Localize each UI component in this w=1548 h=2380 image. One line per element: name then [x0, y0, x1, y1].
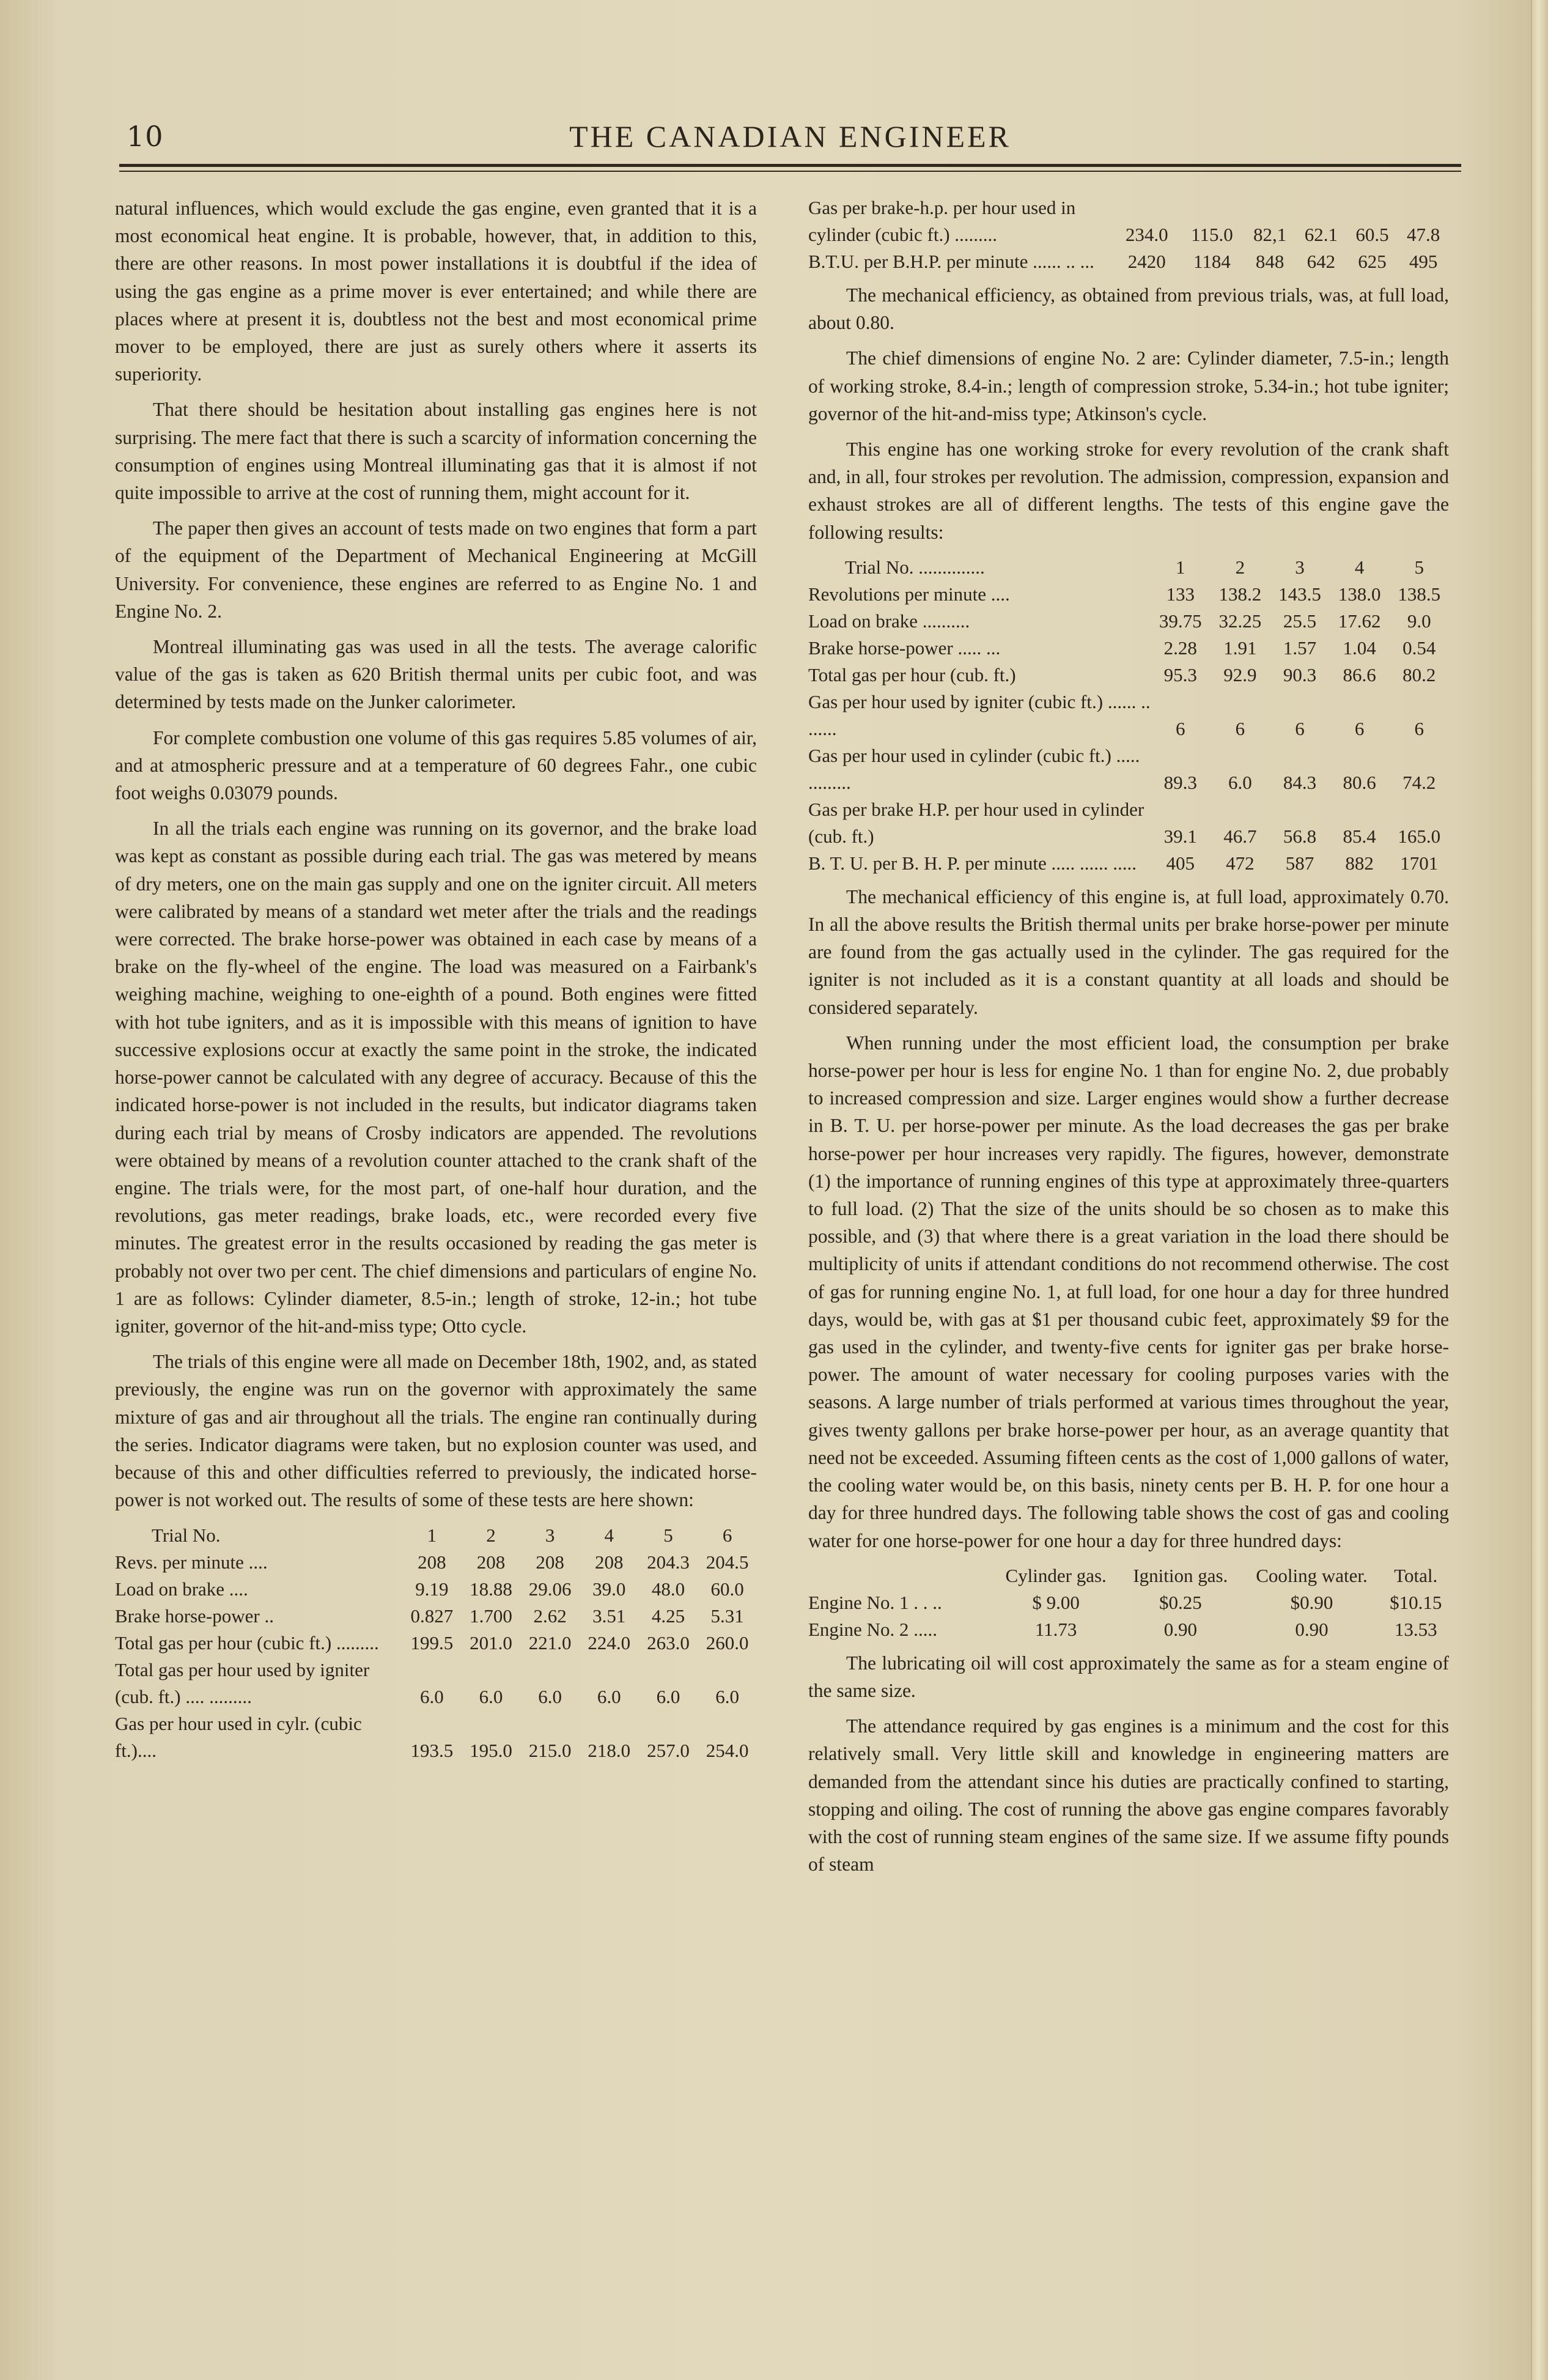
table-row-label: Gas per hour used in cylinder (cubic ft.) ..... .........	[808, 744, 1140, 793]
right-column	[808, 194, 1449, 1886]
table-row	[808, 1616, 1449, 1643]
table-cell: 47.8	[1407, 224, 1440, 245]
table-row-label: Gas per hour used by igniter (cubic ft.) ...... .. ......	[808, 690, 1151, 739]
left-column	[115, 194, 757, 1764]
table-row	[808, 608, 1449, 635]
table-cell: $ 9.00	[1032, 1591, 1080, 1613]
table-cell: 472	[1226, 852, 1255, 874]
paragraph: The attendance required by gas engines is a minimum and the cost for this relatively small. Very little skill and knowledge in engineering matters are demanded from the attendant since his duties are practically confined to starting, stopping and oiling. The cost of running the above gas engine compares favorably with the cost of running steam engines of the same size. If we assume fifty pounds of steam	[808, 1715, 1449, 1876]
paragraph: The chief dimensions of engine No. 2 are: Cylinder diameter, 7.5-in.; length of working stroke, 8.4-in.; length of compression stroke, 5.34-in.; hot tube igniter; governor of the hit-and-miss type; Atkinson's cycle.	[808, 347, 1449, 424]
table-cell: 143.5	[1278, 583, 1321, 605]
paragraph: For complete combustion one volume of this gas requires 5.85 volumes of air, and at atmospheric pressure and at a temperature of 60 degrees Fahr., one cubic foot weighs 0.03079 pounds.	[115, 726, 757, 804]
table-cell: 62.1	[1304, 224, 1338, 245]
table-cell: 193.5	[410, 1740, 454, 1762]
table-cell: $10.15	[1390, 1591, 1442, 1613]
table-cell: 86.6	[1343, 663, 1376, 686]
table-cell: 208	[476, 1551, 506, 1573]
table-cell: 46.7	[1223, 825, 1257, 847]
table-cell: 39.0	[592, 1578, 626, 1600]
table-cell: 56.8	[1283, 825, 1317, 847]
engine-1-results-table-continued	[808, 194, 1449, 275]
table-cell: 215.0	[528, 1740, 572, 1762]
table-header-row	[808, 554, 1449, 581]
table-cell: 11.73	[1034, 1618, 1077, 1640]
table-cell: 39.75	[1159, 610, 1202, 632]
page-header	[119, 116, 1461, 159]
table-row-label: Gas per brake H.P. per hour used in cylinder (cub. ft.)	[808, 798, 1144, 847]
table-cell: 6.0	[656, 1686, 680, 1708]
table-cell: 199.5	[410, 1632, 454, 1654]
table-cell: 218.0	[588, 1740, 631, 1762]
table-row-label: Revolutions per minute ....	[808, 583, 1010, 605]
table-cell: 208	[418, 1551, 446, 1573]
table-cell: 25.5	[1283, 610, 1317, 632]
table-row-label: Total gas per hour (cub. ft.)	[808, 663, 1016, 686]
table-cell: 32.25	[1218, 610, 1262, 632]
table-cell: 80.6	[1343, 771, 1376, 793]
table-row-label: Brake horse-power ..	[115, 1605, 274, 1627]
table-cell: 2.28	[1163, 637, 1197, 659]
column-header: Cooling water.	[1256, 1564, 1368, 1586]
table-cell: 405	[1166, 852, 1195, 874]
table-cell: 204.5	[706, 1551, 749, 1573]
table-row	[808, 635, 1449, 662]
table-row-label: Total gas per hour (cubic ft.) .........	[115, 1632, 379, 1654]
table-cell: 9.0	[1407, 610, 1431, 632]
table-row	[808, 742, 1449, 796]
table-header-row	[808, 1562, 1449, 1589]
table-cell: 6.0	[538, 1686, 562, 1708]
table-row	[808, 581, 1449, 608]
table-cell: 848	[1255, 251, 1284, 272]
table-cell: 1	[427, 1524, 437, 1547]
table-cell: 138.5	[1398, 583, 1441, 605]
table-cell: 495	[1409, 251, 1438, 272]
table-row-label: Revs. per minute ....	[115, 1551, 268, 1573]
table-cell: 138.0	[1338, 583, 1381, 605]
paragraph: When running under the most efficient load, the consumption per brake horse-power per hour is less for engine No. 1 than for engine No. 2, due probably to increased compression and size. Larger engines would show a further decrease in B. T. U. per horse-power per minute. As the load decreases the gas per brake horse-power per hour increases very rapidly. The figures, however, demonstrate (1) the importance of running engines of this type at approximately three-quarters to full load. (2) That the size of the units should be so chosen as to make this possible, and (3) that where there is a great variation in the load there should be multiplicity of units if attendant conditions do not recommend otherwise. The cost of gas for running engine No. 1, at full load, for one hour a day for three hundred days, would be, with gas at $1 per thousand cubic feet, approximately $9 for the gas used in the cylinder, and twenty-five cents for igniter gas per brake horse-power. The amount of water necessary for cooling purposes varies with the seasons. A large number of trials performed at various times throughout the year, gives twenty gallons per brake horse-power per hour, as an average quantity that need not be exceeded. Assuming fifteen cents as the cost of 1,000 gallons of water, the cooling water would be, on this basis, ninety cents per B. H. P. for one hour a day for three hundred days. The following table shows the cost of gas and cooling water for one horse-power for one hour a day for three hundred days:	[808, 1032, 1449, 1551]
table-cell: $0.25	[1159, 1591, 1202, 1613]
table-row	[115, 1549, 757, 1576]
table-cell: 17.62	[1338, 610, 1381, 632]
page-edge	[1531, 0, 1548, 2380]
table-cell: 2420	[1127, 251, 1166, 272]
table-cell: 260.0	[706, 1632, 749, 1654]
header-rule-thick	[119, 164, 1461, 167]
table-cell: 6	[1176, 717, 1185, 739]
table-cell: 5	[663, 1524, 673, 1547]
table-cell: 6	[1235, 717, 1245, 739]
table-cell: 257.0	[647, 1740, 690, 1762]
table-cell: 201.0	[470, 1632, 512, 1654]
table-cell: 95.3	[1163, 663, 1197, 686]
table-cell: 1184	[1193, 251, 1231, 272]
table-cell: 48.0	[651, 1578, 685, 1600]
paragraph: The mechanical efficiency, as obtained from previous trials, was, at full load, about 0.80.	[808, 284, 1449, 334]
table-row	[808, 194, 1449, 248]
table-cell: 1.700	[470, 1605, 512, 1627]
paragraph: The mechanical efficiency of this engine is, at full load, approximately 0.70. In all the above results the British thermal units per brake horse-power per minute are found from the gas actually used in the cylinder. The gas required for the igniter is not included as it is a constant quantity at all loads and should be considered separately.	[808, 885, 1449, 1018]
column-header: Ignition gas.	[1133, 1564, 1228, 1586]
table-cell: 6.0	[597, 1686, 621, 1708]
table-cell: 115.0	[1191, 224, 1233, 245]
table-cell: 5.31	[710, 1605, 744, 1627]
table-cell: 234.0	[1125, 224, 1168, 245]
table-cell: 263.0	[647, 1632, 690, 1654]
paragraph: This engine has one working stroke for every revolution of the crank shaft and, in all, four strokes per revolution. The admission, compression, expansion and exhaust strokes are all of different lengths. The tests of this engine gave the following results:	[808, 438, 1449, 543]
table-cell: 60.0	[710, 1578, 744, 1600]
table-cell: 84.3	[1283, 771, 1317, 793]
table-row	[808, 1589, 1449, 1616]
engine-2-results-table	[808, 554, 1449, 877]
table-row-label: Trial No. ..............	[845, 556, 985, 578]
table-row	[115, 1630, 757, 1657]
table-row	[808, 850, 1449, 877]
paragraph: natural influences, which would exclude the gas engine, even granted that it is a most economical heat engine. It is probable, however, that, in addition to this, there are other reasons. In most power installations it is doubtful if the idea of using the gas engine as a prime mover is ever entertained; and while there are places where at present it is, doubtless not the best and most economical prime mover to be employed, there are just as surely others where it asserts its superiority.	[115, 198, 757, 385]
table-cell: 60.5	[1355, 224, 1389, 245]
table-cell: 208	[536, 1551, 564, 1573]
table-cell: 4.25	[651, 1605, 685, 1627]
table-row	[115, 1657, 757, 1710]
table-row	[115, 1576, 757, 1603]
table-cell: 82,1	[1253, 224, 1287, 245]
table-cell: 6	[1354, 717, 1365, 739]
table-cell: 6.0	[715, 1686, 740, 1708]
table-cell: 3.51	[592, 1605, 626, 1627]
table-cell: 89.3	[1163, 771, 1197, 793]
table-row	[115, 1603, 757, 1630]
table-cell: 13.53	[1394, 1618, 1437, 1640]
table-cell: 224.0	[588, 1632, 631, 1654]
table-cell: 208	[595, 1551, 624, 1573]
table-cell: 0.90	[1295, 1618, 1329, 1640]
table-cell: 9.19	[415, 1578, 449, 1600]
paragraph: The paper then gives an account of tests made on two engines that form a part of the equipment of the Department of Mechanical Engineering at McGill University. For convenience, these engines are referred to as Engine No. 1 and Engine No. 2.	[115, 517, 757, 622]
table-cell: 0.90	[1163, 1618, 1197, 1640]
table-row	[115, 1710, 757, 1764]
table-row-label: Load on brake ....	[115, 1578, 248, 1600]
table-cell: 85.4	[1343, 825, 1376, 847]
table-cell: 165.0	[1398, 825, 1441, 847]
engine-1-results-table	[115, 1522, 757, 1764]
table-cell: 133	[1166, 583, 1195, 605]
table-cell: 6.0	[419, 1686, 444, 1708]
table-cell: 0.54	[1402, 637, 1436, 659]
table-cell: 1.91	[1223, 637, 1257, 659]
table-cell: 80.2	[1402, 663, 1436, 686]
paragraph: Montreal illuminating gas was used in all the tests. The average calorific value of the gas is taken as 620 British thermal units per cubic foot, and was determined by tests made on the Junker calorimeter.	[115, 636, 757, 713]
table-cell: 138.2	[1218, 583, 1262, 605]
table-cell: 204.3	[647, 1551, 690, 1573]
table-row	[808, 689, 1449, 742]
table-row	[808, 662, 1449, 689]
table-cell: 1.04	[1343, 637, 1376, 659]
table-cell: 642	[1307, 251, 1336, 272]
table-cell: 2	[486, 1524, 496, 1547]
table-cell: 587	[1285, 852, 1314, 874]
paragraph: That there should be hesitation about installing gas engines here is not surprising. The mere fact that there is such a scarcity of information concerning the consumption of engines using Montreal illuminating gas that it is almost if not quite impossible to arrive at the cost of running them, might account for it.	[115, 399, 757, 504]
table-cell: 254.0	[706, 1740, 749, 1762]
table-cell: 4	[1354, 556, 1365, 578]
table-cell: 74.2	[1402, 771, 1436, 793]
table-cell: 90.3	[1283, 663, 1317, 686]
table-cell: 3	[1295, 556, 1305, 578]
table-row-label: Gas per brake-h.p. per hour used in cylinder (cubic ft.) .........	[808, 197, 1076, 245]
table-cell: 3	[545, 1524, 555, 1547]
table-cell: 221.0	[528, 1632, 572, 1654]
table-row-label: Engine No. 2 .....	[808, 1618, 937, 1640]
table-cell: 0.827	[410, 1605, 454, 1627]
table-row-label: Trial No.	[152, 1524, 221, 1547]
table-cell: 6.0	[479, 1686, 503, 1708]
table-row-label: Load on brake ..........	[808, 610, 970, 632]
cost-table	[808, 1562, 1449, 1643]
table-cell: 6	[722, 1524, 732, 1547]
table-cell: 6	[1414, 717, 1424, 739]
table-row-label: Total gas per hour used by igniter (cub. ft.) .... .........	[115, 1659, 370, 1708]
table-row-label: Gas per hour used in cylr. (cubic ft.)....	[115, 1713, 362, 1762]
table-cell: 625	[1358, 251, 1387, 272]
page-number: 10	[127, 120, 164, 153]
table-cell: 6.0	[1228, 771, 1252, 793]
table-row-label: B.T.U. per B.H.P. per minute ...... .. ...	[808, 251, 1094, 272]
table-header-row	[115, 1522, 757, 1549]
table-cell: 29.06	[528, 1578, 572, 1600]
table-row-label: B. T. U. per B. H. P. per minute ..... ...... .....	[808, 852, 1137, 874]
table-cell: 1	[1176, 556, 1185, 578]
table-cell: 39.1	[1163, 825, 1197, 847]
table-cell: $0.90	[1290, 1591, 1333, 1613]
table-cell: 92.9	[1223, 663, 1257, 686]
table-cell: 195.0	[470, 1740, 512, 1762]
paragraph: The trials of this engine were all made on December 18th, 1902, and, as stated previously, the engine was run on the governor with approximately the same mixture of gas and air throughout all the trials. The engine ran continually during the series. Indicator diagrams were taken, but no explosion counter was used, and because of this and other difficulties referred to previously, the indicated horse-power is not worked out. The results of some of these tests are here shown:	[115, 1351, 757, 1511]
table-cell: 882	[1345, 852, 1374, 874]
table-cell: 5	[1414, 556, 1424, 578]
column-header: Cylinder gas.	[1005, 1564, 1107, 1586]
table-row	[808, 248, 1449, 275]
table-row	[808, 796, 1449, 850]
table-row-label: Brake horse-power ..... ...	[808, 637, 1001, 659]
table-cell: 2.62	[533, 1605, 567, 1627]
table-cell: 6	[1295, 717, 1305, 739]
paragraph: The lubricating oil will cost approximately the same as for a steam engine of the same size.	[808, 1652, 1449, 1701]
journal-title: THE CANADIAN ENGINEER	[569, 119, 1011, 153]
table-cell: 2	[1235, 556, 1245, 578]
header-rule-thin	[119, 171, 1461, 172]
column-header: Total.	[1394, 1564, 1438, 1586]
table-row-label: Engine No. 1 . . ..	[808, 1591, 942, 1613]
table-cell: 1701	[1400, 852, 1439, 874]
paragraph: In all the trials each engine was running on its governor, and the brake load was kept as constant as possible during each trial. The gas was metered by means of dry meters, one on the main gas supply and one on the igniter circuit. All meters were calibrated by means of a standard wet meter after the trials and the readings were corrected. The brake horse-power was obtained in each case by means of a brake on the fly-wheel of the engine. The load was measured on a Fairbank's weighing machine, weighing to one-eighth of a pound. Both engines were fitted with hot tube igniters, and as it is impossible with this means of ignition to have successive explosions occur at exactly the same point in the stroke, the indicated horse-power cannot be calculated with any degree of accuracy. Because of this the indicated horse-power is not included in the results, but indicator diagrams taken during each trial by means of Crosby indicators are appended. The revolutions were obtained by means of a revolution counter attached to the crank shaft of the engine. The trials were, for the most part, of one-half hour duration, and the revolutions, gas meter readings, brake loads, etc., were recorded every five minutes. The greatest error in the results occasioned by reading the gas meter is probably not over two per cent. The chief dimensions and particulars of engine No. 1 are as follows: Cylinder diameter, 8.5-in.; length of stroke, 12-in.; hot tube igniter, governor of the hit-and-miss type; Otto cycle.	[115, 818, 757, 1337]
table-cell: 4	[604, 1524, 614, 1547]
table-cell: 1.57	[1283, 637, 1317, 659]
table-cell: 18.88	[470, 1578, 512, 1600]
